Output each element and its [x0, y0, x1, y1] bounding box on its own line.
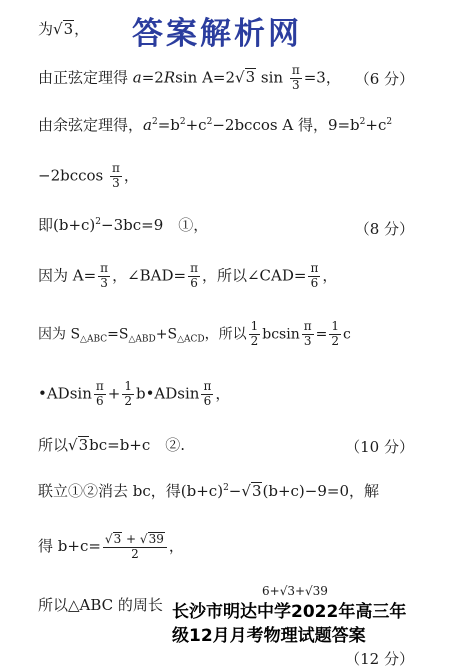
text: (b+c)−9=0，解 [262, 482, 379, 500]
fraction [329, 320, 341, 349]
text-line-7 [38, 380, 230, 409]
fraction [290, 64, 302, 93]
text: = [315, 326, 328, 343]
text: bc=b+c ②. [89, 436, 186, 454]
fraction [103, 532, 167, 562]
text: ， [74, 20, 90, 38]
text: sin [256, 68, 288, 87]
text-line-4 [38, 218, 208, 233]
text: ，∠BAD= [112, 266, 187, 285]
text-line-3 [38, 162, 139, 191]
sqrt-value: 3 [63, 20, 74, 38]
text: 由余弦定理得， [38, 116, 144, 134]
text: ， [123, 166, 139, 185]
text: ， [215, 384, 231, 403]
overlay-caption [168, 600, 410, 648]
text: b•ADsin [135, 384, 200, 403]
score-label: （6 分） [354, 70, 414, 88]
text: •ADsin [38, 384, 92, 403]
text: 即(b+c) [38, 216, 96, 234]
denominator: 3 [291, 77, 300, 92]
text-line-0 [38, 20, 89, 38]
text-line-5 [38, 262, 337, 291]
fraction [188, 262, 200, 291]
denominator: 6 [190, 275, 198, 290]
fraction [98, 262, 110, 291]
denominator: 3 [303, 333, 312, 348]
superscript: 2 [386, 117, 393, 127]
text: 联立①②消去 bc，得(b+c) [38, 482, 224, 500]
text: 为 [38, 20, 54, 38]
denominator: 2 [331, 333, 339, 348]
numerator [103, 532, 167, 548]
numerator: π [190, 261, 198, 275]
text: −2bccos A 得，9=b [212, 116, 360, 134]
text: 因为 A= [38, 266, 97, 285]
sqrt-symbol: √ [53, 20, 63, 38]
text-line-2 [38, 118, 392, 133]
superscript: 2 [95, 217, 102, 227]
numerator: π [291, 63, 300, 77]
denominator: 2 [131, 546, 139, 561]
numerator: π [310, 261, 319, 275]
text: 得 b+c= [38, 536, 101, 555]
sqrt-value: 3 [245, 68, 256, 87]
overlay-caption-line1: 长沙市明达中学2022年高三年 [172, 602, 407, 622]
superscript: 2 [179, 117, 186, 127]
text: −3bc=9 ①， [101, 216, 209, 234]
superscript: 2 [359, 117, 366, 127]
sqrt-value: 3 [78, 436, 89, 454]
sqrt-value: 3 [113, 532, 122, 546]
denominator: 2 [124, 393, 132, 408]
fraction [110, 162, 122, 191]
text: ， [322, 266, 338, 285]
sqrt-symbol: √ [104, 532, 113, 546]
numerator: π [303, 319, 312, 333]
text: +S [155, 326, 178, 343]
text: ，所以 [204, 326, 247, 343]
subscript: △ACD [177, 334, 205, 345]
text: 由正弦定理得 [38, 68, 133, 87]
numerator: π [203, 379, 212, 393]
text: ， [168, 536, 184, 555]
text: + [107, 384, 121, 403]
denominator: 2 [250, 333, 259, 348]
numerator: π [112, 161, 120, 175]
numerator: 1 [124, 379, 132, 393]
text: =2 [141, 68, 164, 87]
text: 所以 [38, 436, 69, 454]
text: 因为 S [38, 326, 81, 343]
sqrt-symbol: √ [68, 436, 78, 454]
score-label: （12 分） [345, 650, 414, 668]
text-line-8 [38, 436, 185, 454]
subscript: △ABC [80, 334, 108, 345]
sqrt-symbol: √ [235, 68, 245, 87]
text: sin A=2 [175, 68, 236, 87]
denominator: 3 [112, 175, 120, 190]
var: a [132, 68, 142, 87]
text: 所以△ABC 的周长 [38, 596, 163, 614]
var: R [163, 68, 176, 87]
fraction [249, 320, 261, 349]
text: =3， [303, 68, 341, 87]
text: +c [185, 116, 207, 134]
sqrt-symbol: √ [139, 532, 148, 546]
denominator: 3 [100, 275, 108, 290]
subscript: △ABD [128, 334, 156, 345]
text: − [228, 482, 242, 500]
score-label: （8 分） [354, 220, 414, 238]
denominator: 6 [310, 275, 319, 290]
denominator: 6 [96, 393, 104, 408]
watermark: 答案解析网 [132, 16, 302, 52]
sqrt-symbol: √ [241, 482, 251, 500]
numerator: π [95, 379, 104, 393]
text-line-10 [38, 532, 184, 562]
overlay-caption-line2: 级12月月考物理试题答案 [172, 626, 366, 646]
text: =b [157, 116, 180, 134]
superscript: 2 [223, 483, 229, 493]
superscript: 2 [151, 117, 158, 127]
score-label: （10 分） [345, 438, 414, 456]
fraction [94, 380, 106, 409]
text: bcsin [262, 326, 300, 343]
sqrt-value: 39 [148, 532, 164, 546]
numerator: 1 [331, 319, 339, 333]
denominator: 6 [203, 393, 212, 408]
text: =S [107, 326, 129, 343]
var: a [143, 116, 152, 134]
superscript: 2 [206, 117, 213, 127]
text: + [122, 532, 140, 546]
text: −2bccos [38, 166, 109, 185]
fraction-numerator: 6+√3+√39 [262, 584, 328, 598]
numerator: π [100, 261, 109, 275]
text-line-9 [38, 482, 379, 500]
fraction [122, 380, 134, 409]
fraction [302, 320, 314, 349]
text-line-6 [38, 320, 351, 349]
text: ，所以∠CAD= [201, 266, 307, 285]
text: +c [365, 116, 387, 134]
text-line-1 [38, 64, 341, 93]
text-line-11 [38, 598, 163, 613]
fraction [201, 380, 213, 409]
numerator: 1 [250, 319, 259, 333]
sqrt-value: 3 [251, 482, 262, 500]
fraction [308, 262, 320, 291]
text: c [342, 326, 351, 343]
